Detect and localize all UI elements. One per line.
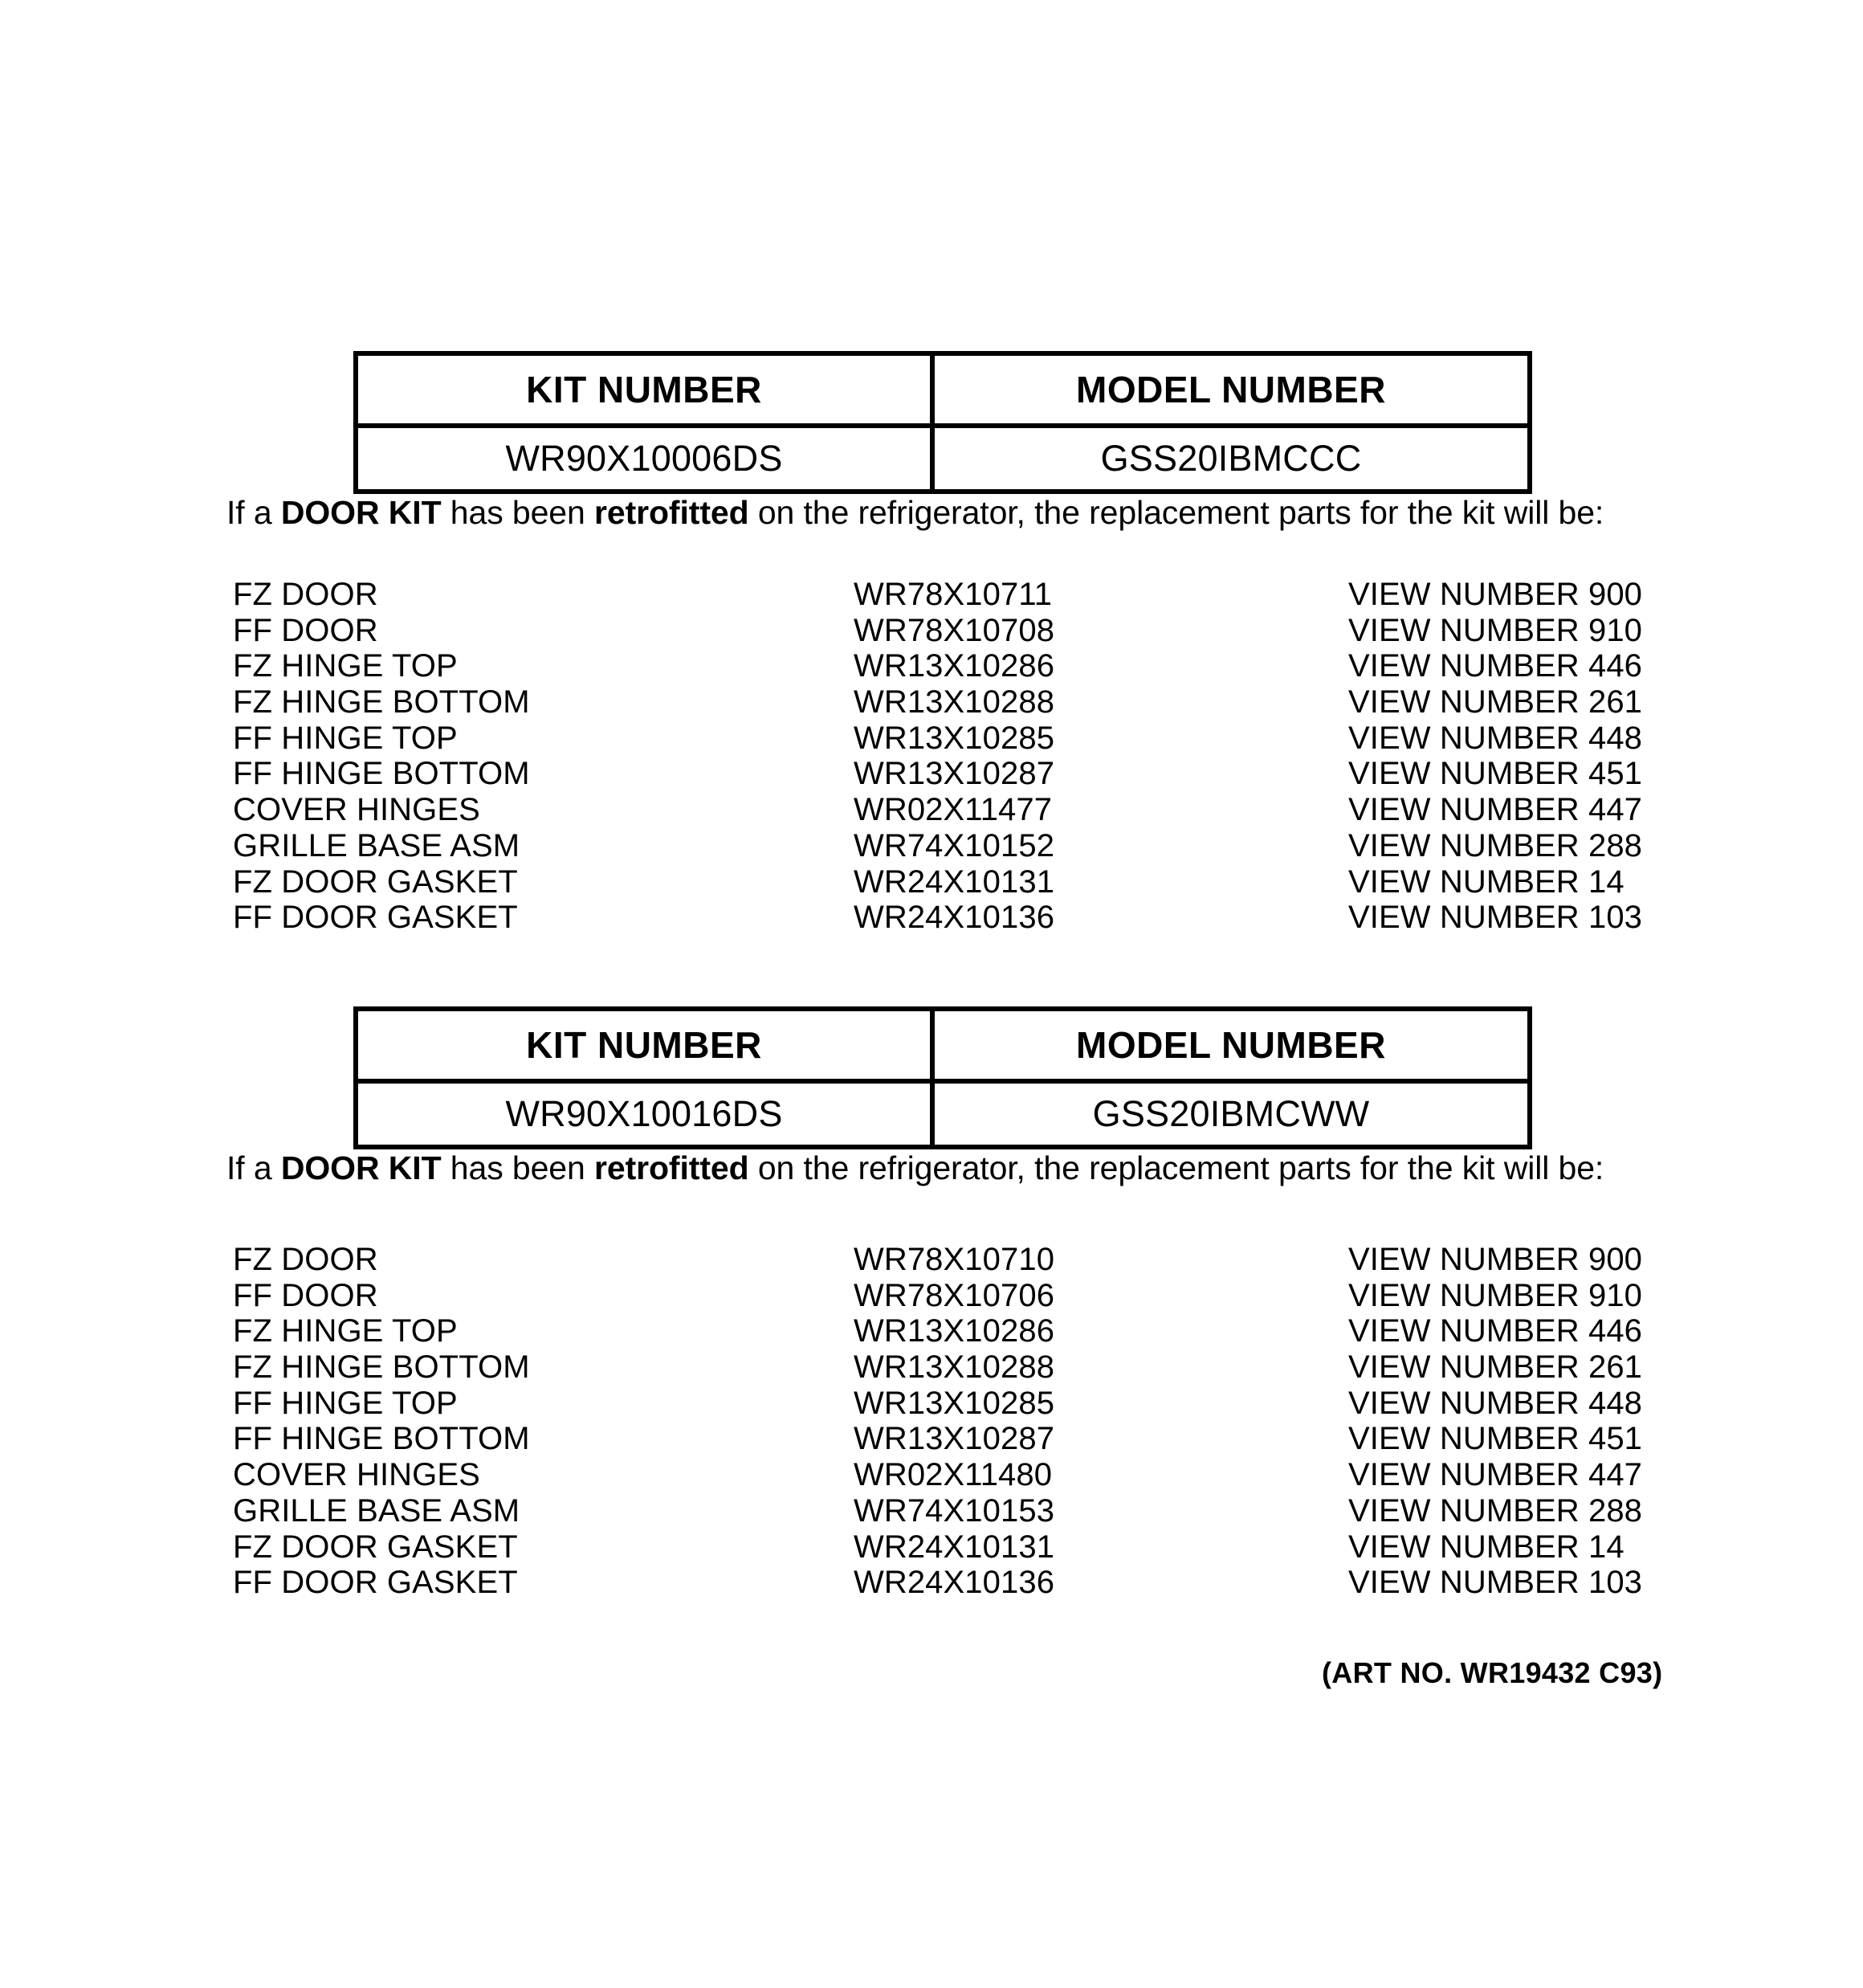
part-view-number: VIEW NUMBER 900 <box>1348 577 1643 612</box>
part-row <box>0 1457 1863 1493</box>
part-row <box>0 1493 1863 1529</box>
part-row <box>0 756 1863 792</box>
part-row <box>0 1242 1863 1278</box>
part-name: FF DOOR GASKET <box>233 1565 518 1601</box>
part-number: WR02X11477 <box>854 792 1053 828</box>
part-view-number: VIEW NUMBER 451 <box>1348 1421 1643 1457</box>
part-name: FZ DOOR <box>233 1242 378 1277</box>
part-number: WR13X10288 <box>854 684 1055 720</box>
part-number: WR02X11480 <box>854 1457 1053 1493</box>
part-row <box>0 1278 1863 1314</box>
part-number: WR13X10287 <box>854 1421 1055 1457</box>
part-row <box>0 900 1863 936</box>
notice-bold-door-kit: DOOR KIT <box>280 1149 442 1186</box>
part-row <box>0 577 1863 613</box>
part-view-number: VIEW NUMBER 14 <box>1348 1529 1625 1565</box>
part-view-number: VIEW NUMBER 910 <box>1348 612 1643 648</box>
part-view-number: VIEW NUMBER 446 <box>1348 1313 1643 1349</box>
part-name: COVER HINGES <box>233 792 480 828</box>
notice-bold-retrofitted: retrofitted <box>594 494 749 531</box>
part-name: FZ DOOR <box>233 577 378 612</box>
part-row <box>0 1421 1863 1457</box>
part-row <box>0 1349 1863 1386</box>
part-view-number: VIEW NUMBER 910 <box>1348 1277 1643 1313</box>
part-number: WR13X10285 <box>854 720 1055 756</box>
part-number: WR78X10711 <box>854 577 1053 612</box>
notice-text-part-3: on the refrigerator, the replacement parts for the kit will be: <box>748 1149 1604 1186</box>
notice-text-part-2: has been <box>441 494 595 531</box>
part-number: WR13X10287 <box>854 756 1055 792</box>
part-number: WR78X10708 <box>854 612 1055 648</box>
part-row <box>0 1565 1863 1601</box>
part-view-number: VIEW NUMBER 900 <box>1348 1242 1643 1277</box>
part-view-number: VIEW NUMBER 448 <box>1348 720 1643 756</box>
notice-bold-door-kit: DOOR KIT <box>280 494 442 531</box>
part-view-number: VIEW NUMBER 447 <box>1348 792 1643 828</box>
notice-bold-retrofitted: retrofitted <box>594 1149 749 1186</box>
part-number: WR24X10136 <box>854 900 1055 936</box>
part-name: GRILLE BASE ASM <box>233 827 520 863</box>
table-header-row <box>356 1009 1530 1081</box>
part-number: WR78X10710 <box>854 1242 1055 1277</box>
part-name: FZ HINGE TOP <box>233 1313 458 1349</box>
part-view-number: VIEW NUMBER 451 <box>1348 756 1643 792</box>
part-view-number: VIEW NUMBER 261 <box>1348 684 1643 720</box>
part-name: COVER HINGES <box>233 1457 480 1493</box>
part-row <box>0 648 1863 684</box>
part-row <box>0 613 1863 649</box>
model-number-value: GSS20IBMCCC <box>932 426 1530 492</box>
notice-text-part-1: If a <box>226 494 281 531</box>
part-number: WR13X10288 <box>854 1349 1055 1386</box>
part-view-number: VIEW NUMBER 261 <box>1348 1349 1643 1386</box>
kit-number-header: KIT NUMBER <box>356 353 932 426</box>
part-number: WR13X10286 <box>854 648 1055 684</box>
part-row <box>0 1386 1863 1422</box>
part-name: FF HINGE BOTTOM <box>233 1421 530 1457</box>
part-number: WR24X10131 <box>854 1529 1055 1565</box>
part-name: FF DOOR <box>233 612 378 648</box>
kit-model-table-1 <box>353 351 1532 494</box>
kit-number-value: WR90X10006DS <box>356 426 932 492</box>
retrofit-notice-2 <box>226 1149 1604 1187</box>
part-number: WR74X10153 <box>854 1492 1055 1529</box>
part-name: FZ HINGE BOTTOM <box>233 1349 530 1386</box>
model-number-header: MODEL NUMBER <box>932 353 1530 426</box>
part-view-number: VIEW NUMBER 14 <box>1348 863 1625 900</box>
parts-list-2 <box>0 1242 1863 1601</box>
part-view-number: VIEW NUMBER 103 <box>1348 900 1643 936</box>
notice-text-part-1: If a <box>226 1149 281 1186</box>
part-name: FZ DOOR GASKET <box>233 1529 518 1565</box>
part-row <box>0 792 1863 828</box>
part-number: WR13X10286 <box>854 1313 1055 1349</box>
part-number: WR74X10152 <box>854 827 1055 863</box>
part-name: FF DOOR <box>233 1277 378 1313</box>
part-name: FF DOOR GASKET <box>233 900 518 936</box>
part-name: FZ DOOR GASKET <box>233 863 518 900</box>
part-name: FF HINGE TOP <box>233 720 458 756</box>
retrofit-notice-1 <box>226 493 1604 532</box>
kit-number-value: WR90X10016DS <box>356 1081 932 1147</box>
part-row <box>0 864 1863 900</box>
part-name: FZ HINGE BOTTOM <box>233 684 530 720</box>
part-name: FF HINGE BOTTOM <box>233 756 530 792</box>
part-number: WR24X10136 <box>854 1565 1055 1601</box>
model-number-value: GSS20IBMCWW <box>932 1081 1530 1147</box>
model-number-header: MODEL NUMBER <box>932 1009 1530 1081</box>
table-value-row <box>356 1081 1530 1147</box>
kit-number-header: KIT NUMBER <box>356 1009 932 1081</box>
part-row <box>0 720 1863 757</box>
table-value-row <box>356 426 1530 492</box>
part-name: FF HINGE TOP <box>233 1385 458 1421</box>
part-number: WR13X10285 <box>854 1385 1055 1421</box>
parts-list-1 <box>0 577 1863 936</box>
part-row <box>0 828 1863 864</box>
notice-text-part-2: has been <box>441 1149 595 1186</box>
part-row <box>0 684 1863 720</box>
part-name: GRILLE BASE ASM <box>233 1492 520 1529</box>
part-view-number: VIEW NUMBER 288 <box>1348 1492 1643 1529</box>
part-name: FZ HINGE TOP <box>233 648 458 684</box>
notice-text-part-3: on the refrigerator, the replacement parts for the kit will be: <box>748 494 1604 531</box>
art-number-footer: (ART NO. WR19432 C93) <box>1322 1656 1663 1689</box>
part-view-number: VIEW NUMBER 103 <box>1348 1565 1643 1601</box>
kit-model-table-2 <box>353 1006 1532 1149</box>
table-header-row <box>356 353 1530 426</box>
part-number: WR24X10131 <box>854 863 1055 900</box>
part-row <box>0 1529 1863 1565</box>
part-view-number: VIEW NUMBER 446 <box>1348 648 1643 684</box>
part-row <box>0 1313 1863 1349</box>
part-view-number: VIEW NUMBER 447 <box>1348 1457 1643 1493</box>
part-view-number: VIEW NUMBER 448 <box>1348 1385 1643 1421</box>
part-view-number: VIEW NUMBER 288 <box>1348 827 1643 863</box>
part-number: WR78X10706 <box>854 1277 1055 1313</box>
